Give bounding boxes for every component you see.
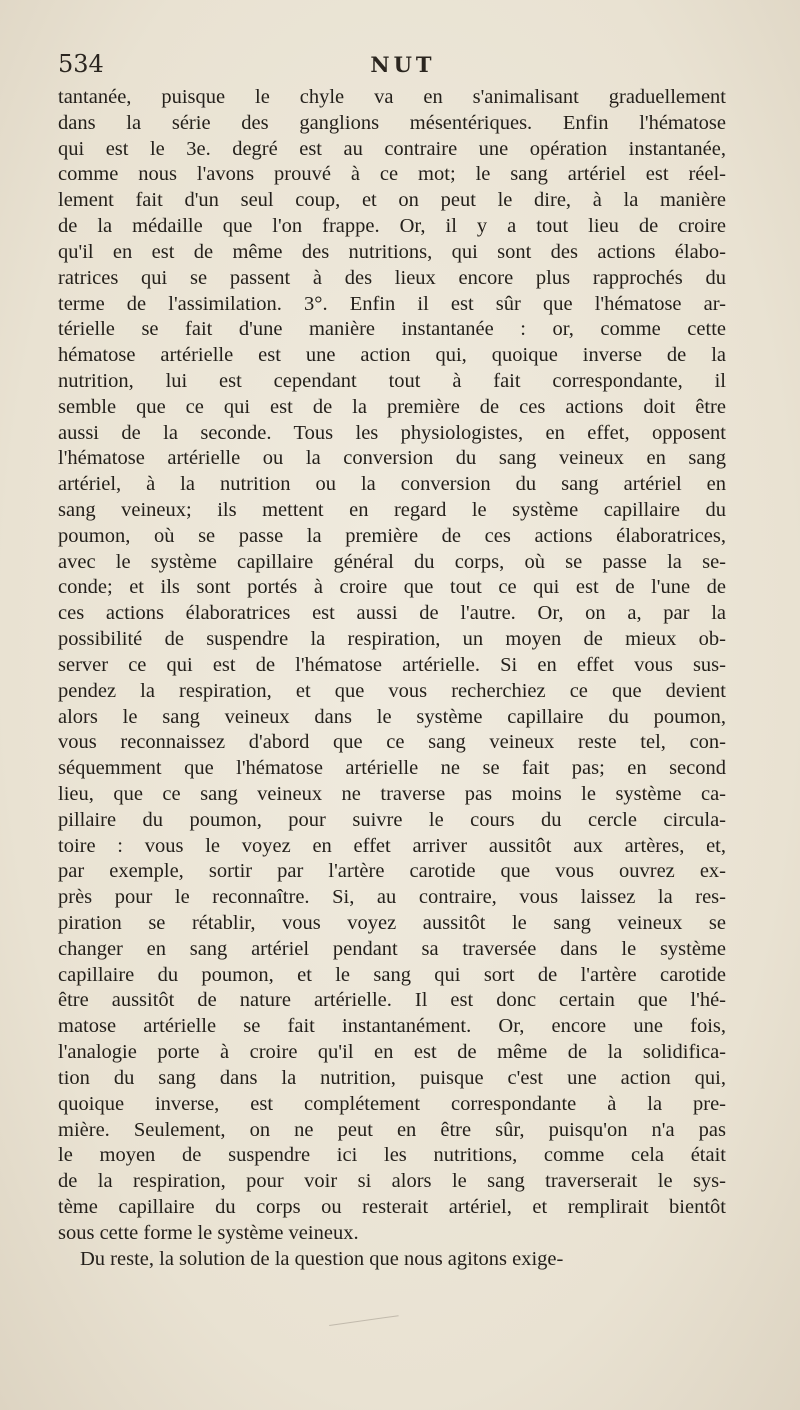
text-line: dans la série des ganglions mésentériques. Enfin l'hématose	[58, 111, 726, 134]
text-line: matose artérielle se fait instantanément. Or, encore une fois,	[58, 1015, 726, 1038]
text-line: lement fait d'un seul coup, et on peut le dire, à la manière	[58, 189, 726, 212]
text-line: vous reconnaissez d'abord que ce sang veineux reste tel, con-	[58, 731, 726, 754]
text-line: ratrices qui se passent à des lieux encore plus rapprochés du	[58, 266, 726, 289]
text-line: ces actions élaboratrices est aussi de l'autre. Or, on a, par la	[58, 602, 726, 625]
text-line: alors le sang veineux dans le système capillaire du poumon,	[58, 705, 726, 728]
body-text	[58, 85, 726, 1272]
paragraph-start-line: Du reste, la solution de la question que nous agitons exige-	[80, 1247, 564, 1270]
running-title: NUT	[370, 52, 436, 77]
text-line: l'hématose artérielle ou la conversion du sang veineux en sang	[58, 447, 726, 470]
text-line: de la médaille que l'on frappe. Or, il y a tout lieu de croire	[58, 215, 726, 238]
text-line: qui est le 3e. degré est au contraire une opération instantanée,	[58, 137, 726, 160]
text-line: possibilité de suspendre la respiration, un moyen de mieux ob-	[58, 628, 726, 651]
text-line: pendez la respiration, et que vous recherchiez ce que devient	[58, 679, 726, 702]
text-line: par exemple, sortir par l'artère carotide que vous ouvrez ex-	[58, 860, 726, 883]
text-line: hématose artérielle est une action qui, quoique inverse de la	[58, 344, 726, 367]
text-line: aussi de la seconde. Tous les physiologistes, en effet, opposent	[58, 421, 726, 444]
text-line: le moyen de suspendre ici les nutritions, comme cela était	[58, 1144, 726, 1167]
text-line: tion du sang dans la nutrition, puisque c'est une action qui,	[58, 1066, 726, 1089]
text-line: quoique inverse, est complétement correspondante à la pre-	[58, 1092, 726, 1115]
text-line: tème capillaire du corps ou resterait artériel, et remplirait bientôt	[58, 1195, 726, 1218]
text-line: tantanée, puisque le chyle va en s'animalisant graduellement	[58, 86, 726, 108]
text-line: lieu, que ce sang veineux ne traverse pas moins le système ca-	[58, 782, 726, 805]
text-line: l'analogie porte à croire qu'il en est de même de la solidifica-	[58, 1041, 726, 1064]
text-line: piration se rétablir, vous voyez aussitôt le sang veineux se	[58, 912, 726, 934]
text-line: terme de l'assimilation. 3°. Enfin il est sûr que l'hématose ar-	[58, 292, 726, 315]
text-line: térielle se fait d'une manière instantanée : or, comme cette	[58, 318, 726, 341]
text-line: poumon, où se passe la première de ces actions élaboratrices,	[58, 524, 726, 547]
text-line: mière. Seulement, on ne peut en être sûr, puisqu'on n'a pas	[58, 1118, 726, 1141]
running-head	[58, 50, 748, 84]
text-line: artériel, à la nutrition ou la conversion du sang artériel en	[58, 473, 726, 496]
page-number: 534	[58, 50, 104, 78]
text-line: server ce qui est de l'hématose artérielle. Si en effet vous sus-	[58, 653, 726, 676]
text-line: séquemment que l'hématose artérielle ne se fait pas; en second	[58, 757, 726, 780]
text-line: comme nous l'avons prouvé à ce mot; le sang artériel est réel-	[58, 163, 726, 186]
ink-smudge	[329, 1315, 401, 1342]
text-line: nutrition, lui est cependant tout à fait correspondante, il	[58, 369, 726, 392]
text-line: être aussitôt de nature artérielle. Il est donc certain que l'hé-	[58, 989, 726, 1012]
text-line: sang veineux; ils mettent en regard le système capillaire du	[58, 499, 726, 521]
text-line: capillaire du poumon, et le sang qui sort de l'artère carotide	[58, 963, 726, 986]
text-line: pillaire du poumon, pour suivre le cours du cercle circula-	[58, 808, 726, 831]
text-line: conde; et ils sont portés à croire que tout ce qui est de l'une de	[58, 576, 726, 599]
text-line: qu'il en est de même des nutritions, qui sont des actions élabo-	[58, 240, 726, 263]
paragraph-end-line: sous cette forme le système veineux.	[58, 1221, 359, 1244]
text-line: près pour le reconnaître. Si, au contraire, vous laissez la res-	[58, 886, 726, 909]
text-line: avec le système capillaire général du corps, où se passe la se-	[58, 550, 726, 573]
text-line: semble que ce qui est de la première de ces actions doit être	[58, 395, 726, 418]
text-line: changer en sang artériel pendant sa traversée dans le système	[58, 937, 726, 960]
text-line: de la respiration, pour voir si alors le sang traverserait le sys-	[58, 1170, 726, 1193]
text-line: toire : vous le voyez en effet arriver aussitôt aux artères, et,	[58, 834, 726, 857]
